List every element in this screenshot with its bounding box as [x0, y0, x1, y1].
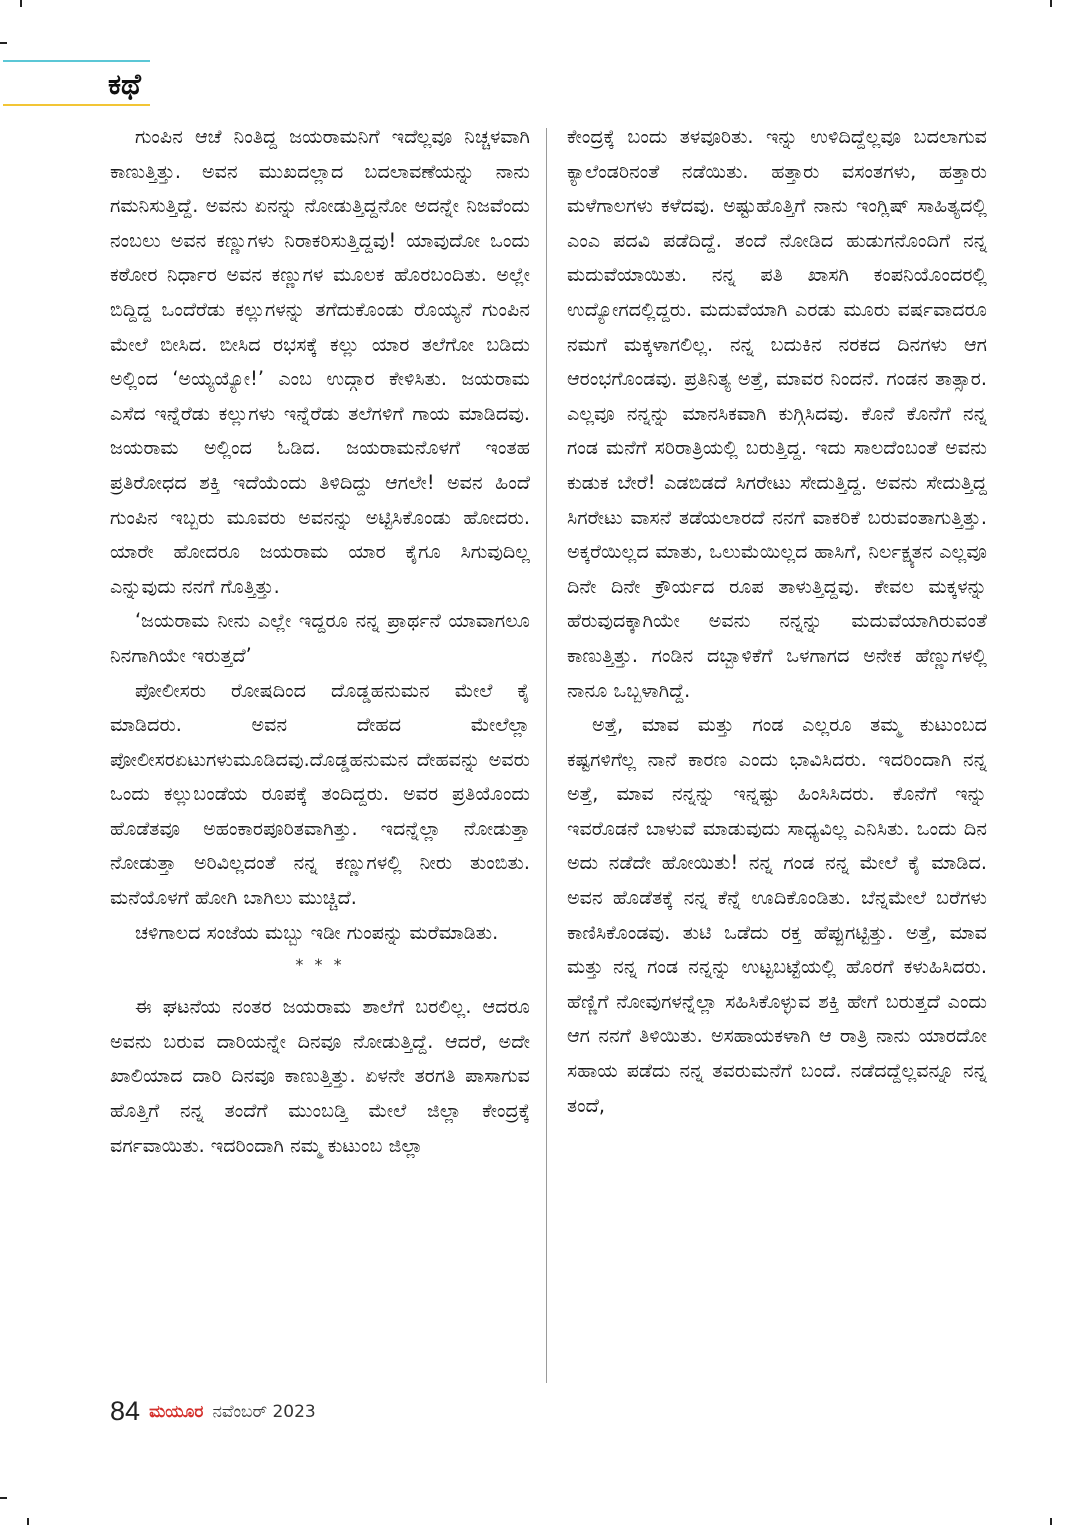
paragraph: ಈ ಘಟನೆಯ ನಂತರ ಜಯರಾಮ ಶಾಲೆಗೆ ಬರಲಿಲ್ಲ. ಆದರೂ ಅವನು ಬರುವ ದಾರಿಯನ್ನೇ ದಿನವೂ ನೋಡುತ್ತಿದ್ದೆ. ಆದರೆ, ಅದೇ ಖಾಲಿಯಾದ ದಾರಿ ದಿನವೂ ಕಾಣುತ್ತಿತ್ತು. ಏಳನೇ ತರಗತಿ ಪಾಸಾಗುವ ಹೊತ್ತಿಗೆ ನನ್ನ ತಂದೆಗೆ ಮುಂಬಡ್ತಿ ಮೇಲೆ ಜಿಲ್ಲಾ ಕೇಂದ್ರಕ್ಕೆ ವರ್ಗವಾಯಿತು. ಇದರಿಂದಾಗಿ ನಮ್ಮ ಕುಟುಂಬ ಜಿಲ್ಲಾ	[110, 995, 530, 1157]
magazine-name: ಮಯೂರ	[149, 1401, 204, 1422]
article-column-right	[567, 120, 987, 1123]
paragraph: ಗುಂಪಿನ ಆಚೆ ನಿಂತಿದ್ದ ಜಯರಾಮನಿಗೆ ಇದೆಲ್ಲವೂ ನಿಚ್ಚಳವಾಗಿ ಕಾಣುತ್ತಿತ್ತು. ಅವನ ಮುಖದಲ್ಲಾದ ಬದಲಾವಣೆಯನ್ನು ನಾನು ಗಮನಿಸುತ್ತಿದ್ದೆ. ಅವನು ಏನನ್ನು ನೋಡುತ್ತಿದ್ದನೋ ಅದನ್ನೇ ನಿಜವೆಂದು ನಂಬಲು ಅವನ ಕಣ್ಣುಗಳು ನಿರಾಕರಿಸುತ್ತಿದ್ದವು! ಯಾವುದೋ ಒಂದು ಕಠೋರ ನಿರ್ಧಾರ ಅವನ ಕಣ್ಣುಗಳ ಮೂಲಕ ಹೊರಬಂದಿತು. ಅಲ್ಲೇ ಬಿದ್ದಿದ್ದ ಒಂದೆರೆಡು ಕಲ್ಲುಗಳನ್ನು ತಗೆದುಕೊಂಡು ರೊಯ್ಯನೆ ಗುಂಪಿನ ಮೇಲೆ ಬೀಸಿದ. ಬೀಸಿದ ರಭಸಕ್ಕೆ ಕಲ್ಲು ಯಾರ ತಲೆಗೋ ಬಡಿದು ಅಲ್ಲಿಂದ ‘ಅಯ್ಯಯ್ಯೋ!’ ಎಂಬ ಉದ್ಗಾರ ಕೇಳಿಸಿತು. ಜಯರಾಮ ಎಸೆದ ಇನ್ನೆರೆಡು ಕಲ್ಲುಗಳು ಇನ್ನೆರೆಡು ತಲೆಗಳಿಗೆ ಗಾಯ ಮಾಡಿದವು. ಜಯರಾಮ ಅಲ್ಲಿಂದ ಓಡಿದ. ಜಯರಾಮನೊಳಗೆ ಇಂತಹ ಪ್ರತಿರೋಧದ ಶಕ್ತಿ ಇದೆಯೆಂದು ತಿಳಿದಿದ್ದು ಆಗಲೇ! ಅವನ ಹಿಂದೆ ಗುಂಪಿನ ಇಬ್ಬರು ಮೂವರು ಅವನನ್ನು ಅಟ್ಟಿಸಿಕೊಂಡು ಹೋದರು. ಯಾರೇ ಹೋದರೂ ಜಯರಾಮ ಯಾರ ಕೈಗೂ ಸಿಗುವುದಿಲ್ಲ ಎನ್ನುವುದು ನನಗೆ ಗೊತ್ತಿತ್ತು.	[110, 125, 530, 598]
crop-mark	[0, 1497, 7, 1499]
paragraph: ಕೇಂದ್ರಕ್ಕೆ ಬಂದು ತಳವೂರಿತು. ಇನ್ನು ಉಳಿದಿದ್ದೆಲ್ಲವೂ ಬದಲಾಗುವ ಕ್ಯಾಲೆಂಡರಿನಂತೆ ನಡೆಯಿತು. ಹತ್ತಾರು ವಸಂತಗಳು, ಹತ್ತಾರು ಮಳೆಗಾಲಗಳು ಕಳೆದವು. ಅಷ್ಟುಹೊತ್ತಿಗೆ ನಾನು ಇಂಗ್ಲಿಷ್ ಸಾಹಿತ್ಯದಲ್ಲಿ ಎಂಎ ಪದವಿ ಪಡೆದಿದ್ದೆ. ತಂದೆ ನೋಡಿದ ಹುಡುಗನೊಂದಿಗೆ ನನ್ನ ಮದುವೆಯಾಯಿತು. ನನ್ನ ಪತಿ ಖಾಸಗಿ ಕಂಪನಿಯೊಂದರಲ್ಲಿ ಉದ್ಯೋಗದಲ್ಲಿದ್ದರು. ಮದುವೆಯಾಗಿ ಎರಡು ಮೂರು ವರ್ಷವಾದರೂ ನಮಗೆ ಮಕ್ಕಳಾಗಲಿಲ್ಲ. ನನ್ನ ಬದುಕಿನ ನರಕದ ದಿನಗಳು ಆಗ ಆರಂಭಗೊಂಡವು. ಪ್ರತಿನಿತ್ಯ ಅತ್ತೆ, ಮಾವರ ನಿಂದನೆ. ಗಂಡನ ತಾತ್ಸಾರ. ಎಲ್ಲವೂ ನನ್ನನ್ನು ಮಾನಸಿಕವಾಗಿ ಕುಗ್ಗಿಸಿದವು. ಕೊನೆ ಕೊನೆಗೆ ನನ್ನ ಗಂಡ ಮನೆಗೆ ಸರಿರಾತ್ರಿಯಲ್ಲಿ ಬರುತ್ತಿದ್ದ. ಇದು ಸಾಲದೆಂಬಂತೆ ಅವನು ಕುಡುಕ ಬೇರೆ! ಎಡಬಿಡದೆ ಸಿಗರೇಟು ಸೇದುತ್ತಿದ್ದ. ಅವನು ಸೇದುತ್ತಿದ್ದ ಸಿಗರೇಟು ವಾಸನೆ ತಡೆಯಲಾರದೆ ನನಗೆ ವಾಕರಿಕೆ ಬರುವಂತಾಗುತ್ತಿತ್ತು. ಅಕ್ಕರೆಯಿಲ್ಲದ ಮಾತು, ಒಲುಮೆಯಿಲ್ಲದ ಹಾಸಿಗೆ, ನಿರ್ಲಕ್ಷ್ಯತನ ಎಲ್ಲವೂ ದಿನೇ ದಿನೇ ಕ್ರೌರ್ಯದ ರೂಪ ತಾಳುತ್ತಿದ್ದವು. ಕೇವಲ ಮಕ್ಕಳನ್ನು ಹೆರುವುದಕ್ಕಾಗಿಯೇ ಅವನು ನನ್ನನ್ನು ಮದುವೆಯಾಗಿರುವಂತೆ ಕಾಣುತ್ತಿತ್ತು. ಗಂಡಿನ ದಬ್ಬಾಳಿಕೆಗೆ ಒಳಗಾಗದ ಅನೇಕ ಹೆಣ್ಣುಗಳಲ್ಲಿ ನಾನೂ ಒಬ್ಬಳಾಗಿದ್ದೆ.	[567, 125, 987, 702]
paragraph: ‘ಜಯರಾಮ ನೀನು ಎಲ್ಲೇ ಇದ್ದರೂ ನನ್ನ ಪ್ರಾರ್ಥನೆ ಯಾವಾಗಲೂ ನಿನಗಾಗಿಯೇ ಇರುತ್ತದೆ’	[110, 609, 530, 667]
crop-mark	[1050, 0, 1052, 7]
section-label: ಕಥೆ	[108, 67, 141, 101]
page-number: 84	[110, 1396, 141, 1426]
paragraph: ಚಳಿಗಾಲದ ಸಂಜೆಯ ಮಬ್ಬು ಇಡೀ ಗುಂಪನ್ನು ಮರೆಮಾಡಿತು.	[134, 920, 499, 944]
crop-mark	[0, 42, 7, 44]
header-rule-top	[3, 60, 150, 62]
issue-date: ನವೆಂಬರ್ 2023	[212, 1401, 316, 1422]
page-footer	[110, 1396, 316, 1428]
crop-mark	[20, 0, 22, 7]
header-rule-bottom	[3, 104, 150, 106]
article-column-left	[110, 120, 530, 1163]
column-divider	[546, 128, 547, 1383]
crop-mark	[27, 1518, 29, 1525]
section-separator: * * *	[295, 955, 345, 975]
paragraph: ಪೋಲೀಸರು ರೋಷದಿಂದ ದೊಡ್ಡಹನುಮನ ಮೇಲೆ ಕೈ ಮಾಡಿದರು. ಅವನ ದೇಹದ ಮೇಲೆಲ್ಲಾ ಪೋಲೀಸರಏಟುಗಳುಮೂಡಿದವು.ದೊಡ್ಡಹನುಮನ ದೇಹವನ್ನು ಅವರು ಒಂದು ಕಲ್ಲುಬಂಡೆಯ ರೂಪಕ್ಕೆ ತಂದಿದ್ದರು. ಅವರ ಪ್ರತಿಯೊಂದು ಹೊಡೆತವೂ ಅಹಂಕಾರಪೂರಿತವಾಗಿತ್ತು. ಇದನ್ನೆಲ್ಲಾ ನೋಡುತ್ತಾ ನೋಡುತ್ತಾ ಅರಿವಿಲ್ಲದಂತೆ ನನ್ನ ಕಣ್ಣುಗಳಲ್ಲಿ ನೀರು ತುಂಬಿತು. ಮನೆಯೊಳಗೆ ಹೋಗಿ ಬಾಗಿಲು ಮುಚ್ಚಿದೆ.	[110, 678, 530, 910]
crop-mark	[1050, 1518, 1052, 1525]
paragraph: ಅತ್ತೆ, ಮಾವ ಮತ್ತು ಗಂಡ ಎಲ್ಲರೂ ತಮ್ಮ ಕುಟುಂಬದ ಕಷ್ಟಗಳಿಗೆಲ್ಲ ನಾನೆ ಕಾರಣ ಎಂದು ಭಾವಿಸಿದರು. ಇದರಿಂದಾಗಿ ನನ್ನ ಅತ್ತೆ, ಮಾವ ನನ್ನನ್ನು ಇನ್ನಷ್ಟು ಹಿಂಸಿಸಿದರು. ಕೊನೆಗೆ ಇನ್ನು ಇವರೊಡನೆ ಬಾಳುವೆ ಮಾಡುವುದು ಸಾಧ್ಯವಿಲ್ಲ ಎನಿಸಿತು. ಒಂದು ದಿನ ಅದು ನಡೆದೇ ಹೋಯಿತು! ನನ್ನ ಗಂಡ ನನ್ನ ಮೇಲೆ ಕೈ ಮಾಡಿದ. ಅವನ ಹೊಡೆತಕ್ಕೆ ನನ್ನ ಕೆನ್ನೆ ಊದಿಕೊಂಡಿತು. ಬೆನ್ನಮೇಲೆ ಬರೆಗಳು ಕಾಣಿಸಿಕೊಂಡವು. ತುಟಿ ಒಡೆದು ರಕ್ತ ಹೆಪ್ಪುಗಟ್ಟಿತ್ತು. ಅತ್ತೆ, ಮಾವ ಮತ್ತು ನನ್ನ ಗಂಡ ನನ್ನನ್ನು ಉಟ್ಟಬಟ್ಟೆಯಲ್ಲಿ ಹೊರಗೆ ಕಳುಹಿಸಿದರು. ಹೆಣ್ಣಿಗೆ ನೋವುಗಳನ್ನೆಲ್ಲಾ ಸಹಿಸಿಕೊಳ್ಳುವ ಶಕ್ತಿ ಹೇಗೆ ಬರುತ್ತದೆ ಎಂದು ಆಗ ನನಗೆ ತಿಳಿಯಿತು. ಅಸಹಾಯಕಳಾಗಿ ಆ ರಾತ್ರಿ ನಾನು ಯಾರದೋ ಸಹಾಯ ಪಡೆದು ನನ್ನ ತವರುಮನೆಗೆ ಬಂದೆ. ನಡೆದದ್ದೆಲ್ಲವನ್ನೂ ನನ್ನ ತಂದೆ,	[567, 713, 987, 1117]
